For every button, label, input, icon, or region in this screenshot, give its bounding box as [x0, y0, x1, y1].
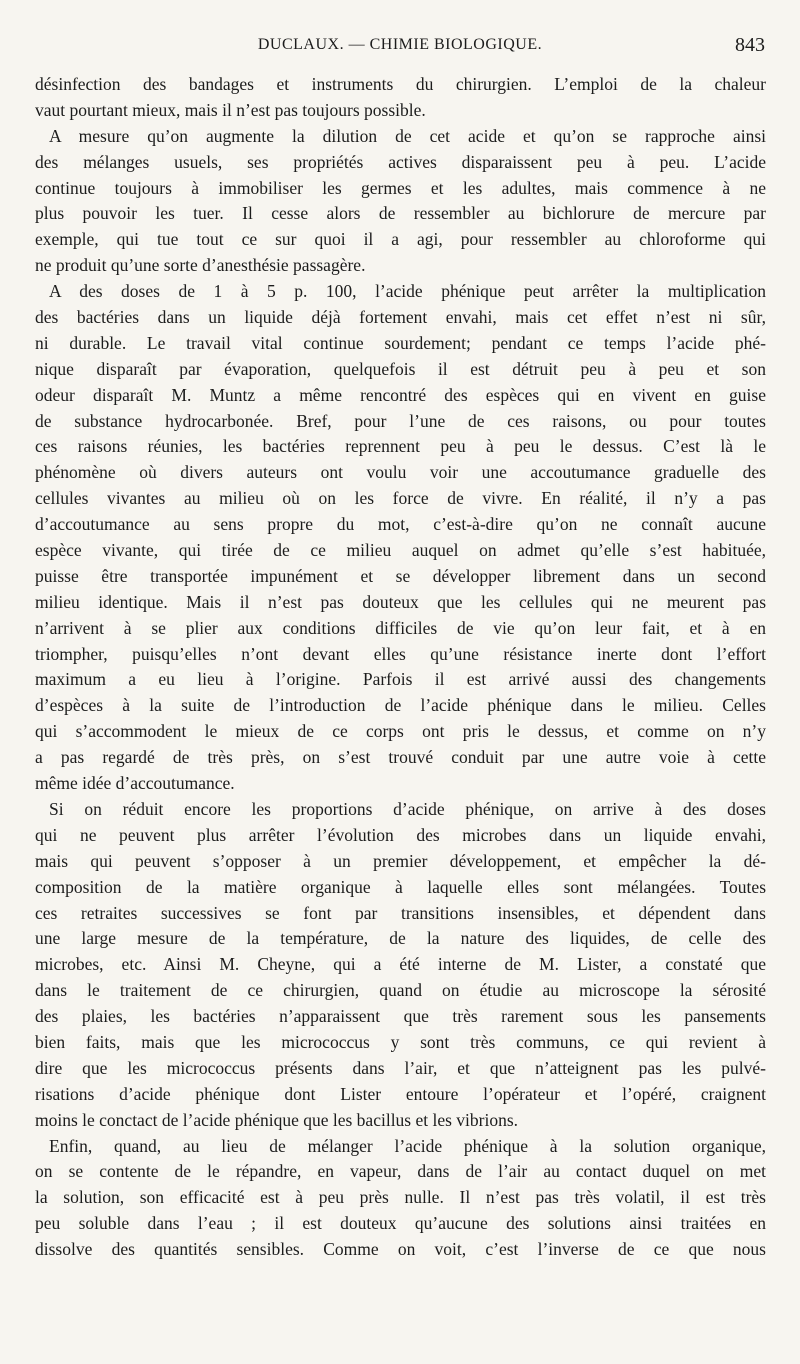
text-line: mais qui peuvent s’opposer à un premier développement, et empêcher la dé- — [35, 850, 766, 871]
text-line: exemple, qui tue tout ce sur quoi il a agi, pour ressembler au chloroforme qui — [35, 229, 766, 250]
text-line: peu soluble dans l’eau ; il est douteux qu’aucune des solutions ainsi traitées en — [35, 1213, 766, 1234]
text-line: ces retraites successives se font par transitions insensibles, et dépendent dans — [35, 902, 766, 923]
text-line: plus pouvoir les tuer. Il cesse alors de ressembler au bichlorure de mercure par — [35, 203, 766, 224]
text-line: Enfin, quand, au lieu de mélanger l’acide phénique à la solution organique, — [49, 1135, 766, 1156]
text-line: n’arrivent à se plier aux conditions difficiles de vie qu’on leur fait, et à en — [35, 617, 766, 638]
text-line: qui s’accommodent le mieux de ce corps ont pris le dessus, et comme on n’y — [35, 721, 766, 742]
text-line: maximum a eu lieu à l’origine. Parfois il est arrivé aussi des changements — [35, 669, 766, 690]
text-line: triompher, puisqu’elles n’ont devant elles qu’une résistance inerte dont l’effort — [35, 643, 766, 664]
text-line: une large mesure de la température, de la nature des liquides, de celle des — [35, 928, 766, 949]
text-line: continue toujours à immobiliser les germes et les adultes, mais commence à ne — [35, 177, 766, 198]
text-line: A des doses de 1 à 5 p. 100, l’acide phénique peut arrêter la multiplication — [49, 281, 766, 302]
text-line: puisse être transportée impunément et se développer librement dans un second — [35, 565, 766, 586]
text-line: dire que les micrococcus présents dans l’air, et que n’atteignent pas les pulvé- — [35, 1057, 766, 1078]
text-line: ne produit qu’une sorte d’anesthésie passagère. — [35, 255, 366, 276]
text-line: A mesure qu’on augmente la dilution de cet acide et qu’on se rapproche ainsi — [49, 125, 766, 146]
text-line: qui ne peuvent plus arrêter l’évolution des microbes dans un liquide envahi, — [35, 824, 766, 845]
text-line: désinfection des bandages et instruments du chirurgien. L’emploi de la chaleur — [35, 74, 766, 94]
text-line: on se contente de le répandre, en vapeur, dans de l’air au contact duquel on met — [35, 1161, 766, 1182]
text-line: dissolve des quantités sensibles. Comme on voit, c’est l’inverse de ce que nous — [35, 1239, 766, 1260]
text-line: des bactéries dans un liquide déjà fortement envahi, mais cet effet n’est ni sûr, — [35, 307, 766, 328]
text-line: dans le traitement de ce chirurgien, quand on étudie au microscope la sérosité — [35, 980, 766, 1001]
text-line: moins le conctact de l’acide phénique que les bacillus et les vibrions. — [35, 1109, 519, 1130]
text-line: Si on réduit encore les proportions d’acide phénique, on arrive à des doses — [49, 798, 766, 819]
running-title: DUCLAUX. — CHIMIE BIOLOGIQUE. — [257, 36, 543, 53]
text-line: d’espèces à la suite de l’introduction de l’acide phénique dans le milieu. Celles — [35, 695, 766, 716]
text-line: ces raisons réunies, les bactéries reprennent peu à peu le dessus. C’est là le — [35, 436, 766, 457]
text-line: odeur disparaît M. Muntz a même rencontré des espèces qui en vivent en guise — [35, 384, 766, 405]
text-line: risations d’acide phénique dont Lister entoure l’opérateur et l’opéré, craignent — [35, 1083, 766, 1104]
text-line: composition de la matière organique à laquelle elles sont mélangées. Toutes — [35, 876, 766, 897]
body-text — [35, 72, 766, 1263]
text-line: milieu identique. Mais il n’est pas douteux que les cellules qui ne meurent pas — [35, 591, 766, 612]
text-line: microbes, etc. Ainsi M. Cheyne, qui a été interne de M. Lister, a constaté que — [35, 954, 766, 975]
text-line: cellules vivantes au milieu où on les force de vivre. En réalité, il n’y a pas — [35, 488, 766, 509]
text-line: a pas regardé de très près, on s’est trouvé conduit par une autre voie à cette — [35, 747, 766, 768]
text-line: nique disparaît par évaporation, quelquefois il est détruit peu à peu et son — [35, 358, 766, 379]
text-line: des mélanges usuels, ses propriétés actives disparaissent peu à peu. L’acide — [35, 151, 766, 172]
running-header — [35, 36, 765, 62]
text-line: phénomène où divers auteurs ont voulu voir une accoutumance graduelle des — [35, 462, 766, 483]
text-line: de substance hydrocarbonée. Bref, pour l’une de ces raisons, ou pour toutes — [35, 410, 766, 431]
text-line: même idée d’accoutumance. — [35, 773, 235, 794]
text-line: d’accoutumance au sens propre du mot, c’est-à-dire qu’on ne connaît aucune — [35, 514, 766, 535]
text-line: vaut pourtant mieux, mais il n’est pas toujours possible. — [35, 99, 426, 120]
text-line: bien faits, mais que les micrococcus y sont très communs, ce qui revient à — [35, 1031, 766, 1052]
text-line: espèce vivante, qui tirée de ce milieu auquel on admet qu’elle s’est habituée, — [35, 540, 766, 561]
text-line: ni durable. Le travail vital continue sourdement; pendant ce temps l’acide phé- — [35, 332, 766, 353]
text-line: la solution, son efficacité est à peu près nulle. Il n’est pas très volatil, il est très — [35, 1187, 766, 1208]
page-number: 843 — [735, 34, 765, 56]
text-line: des plaies, les bactéries n’apparaissent que très rarement sous les pansements — [35, 1006, 766, 1027]
